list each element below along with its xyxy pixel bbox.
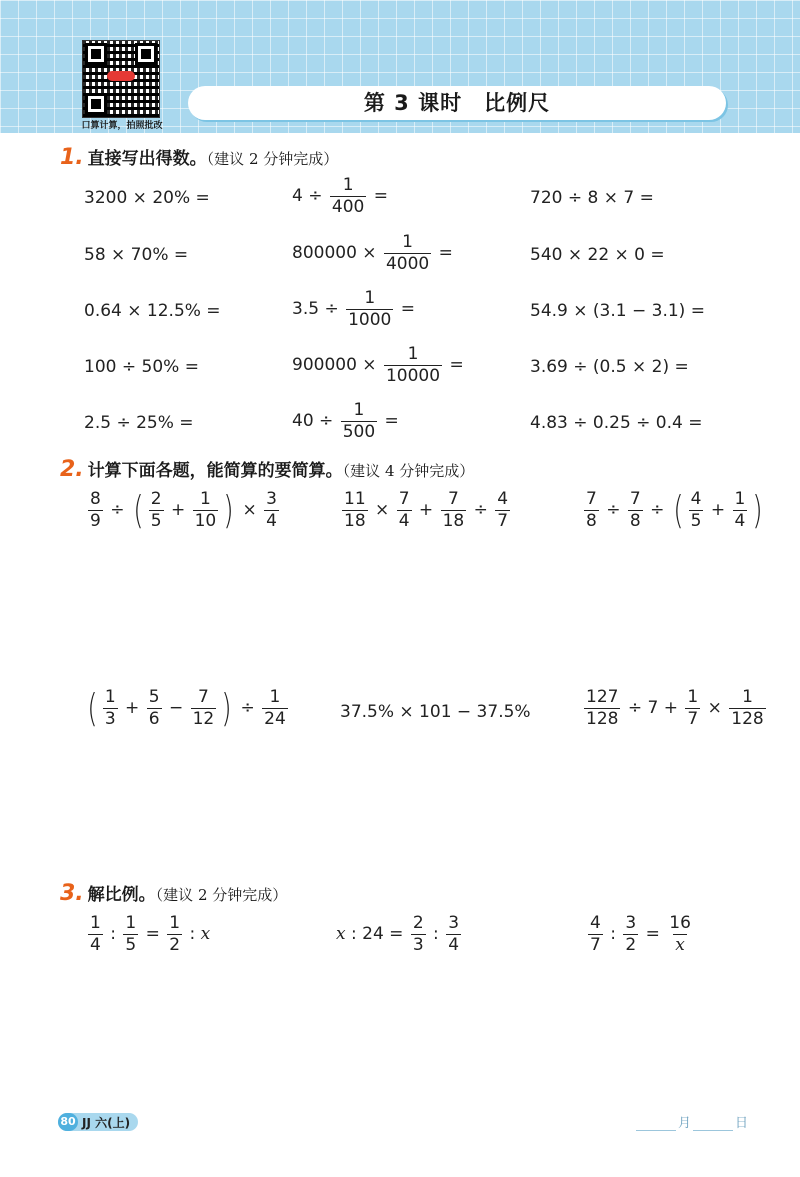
month-label: 月 [678, 1116, 692, 1131]
section-hint: （建议 2 分钟完成） [206, 150, 339, 168]
mental-item-12: 3.69 ÷ (0.5 × 2) = [530, 357, 689, 377]
lesson-title: 第 3 课时 比例尺 [188, 86, 726, 120]
mental-item-4: 58 × 70% = [84, 245, 189, 265]
mental-item-10: 100 ÷ 50% = [84, 357, 199, 377]
mental-item-9: 54.9 × (3.1 − 3.1) = [530, 301, 705, 321]
mental-item-5: 800000 × $\frac{1}{4000}$ = [292, 232, 453, 274]
qr-finder-icon [85, 93, 107, 115]
section-heading: 计算下面各题，能简算的要简算。 [87, 461, 343, 481]
qr-code[interactable] [82, 40, 160, 118]
day-blank[interactable] [693, 1116, 733, 1131]
page-badge [58, 1113, 138, 1131]
page-number: 80 [58, 1113, 78, 1131]
section-hint: （建议 2 分钟完成） [155, 886, 288, 904]
mental-item-15: 4.83 ÷ 0.25 ÷ 0.4 = [530, 413, 703, 433]
section-2-title [60, 456, 474, 482]
section-hint: （建议 4 分钟完成） [342, 462, 475, 480]
mental-item-2: 4 ÷ $\frac{1}{400}$ = [292, 175, 388, 217]
calc-item-2: $\frac{11}{18}$ × $\frac{7}{4}$ + $\frac{7}{18}$ ÷ $\frac{4}{7}$ [344, 489, 509, 531]
day-label: 日 [735, 1116, 749, 1131]
calc-item-1: $\frac{8}{9}$ ÷ ( $\frac{2}{5}$ + $\frac{1}{10}$ ) × $\frac{3}{4}$ [90, 488, 277, 533]
mental-item-11: 900000 × $\frac{1}{10000}$ = [292, 344, 464, 386]
section-1-title [60, 144, 338, 170]
date-field [636, 1112, 750, 1131]
qr-finder-icon [135, 43, 157, 65]
book-label: JJ 六(上) [82, 1115, 131, 1130]
proportion-item-1: $\frac{1}{4}$ : $\frac{1}{5}$ = $\frac{1}{2}$ : x [90, 913, 211, 955]
section-number: 1. [60, 145, 84, 170]
mental-item-8: 3.5 ÷ $\frac{1}{1000}$ = [292, 288, 416, 330]
proportion-item-2: x : 24 = $\frac{2}{3}$ : $\frac{3}{4}$ [336, 913, 460, 955]
section-3-title [60, 880, 287, 906]
mental-item-14: 40 ÷ $\frac{1}{500}$ = [292, 400, 399, 442]
mental-item-7: 0.64 × 12.5% = [84, 301, 221, 321]
mental-item-13: 2.5 ÷ 25% = [84, 413, 194, 433]
mental-item-6: 540 × 22 × 0 = [530, 245, 665, 265]
calc-item-6: $\frac{127}{128}$ ÷ 7 + $\frac{1}{7}$ × $\frac{1}{128}$ [586, 687, 764, 729]
qr-caption: 口算计算，拍照批改 [81, 121, 163, 131]
section-heading: 直接写出得数。 [87, 149, 207, 169]
proportion-item-3: $\frac{4}{7}$ : $\frac{3}{2}$ = $\frac{16}{x}$ [590, 913, 691, 955]
calc-item-3: $\frac{7}{8}$ ÷ $\frac{7}{8}$ ÷ ( $\frac{4}{5}$ + $\frac{1}{4}$ ) [586, 488, 763, 533]
section-number: 3. [60, 881, 84, 906]
mental-item-1: 3200 × 20% = [84, 188, 210, 208]
calc-item-4: ( $\frac{1}{3}$ + $\frac{5}{6}$ − $\frac{7}{12}$ ) ÷ $\frac{1}{24}$ [87, 686, 286, 731]
qr-finder-icon [85, 43, 107, 65]
section-heading: 解比例。 [87, 885, 156, 905]
calc-item-5: 37.5% × 101 − 37.5% [340, 702, 531, 722]
qr-logo-icon [107, 71, 135, 81]
section-number: 2. [60, 457, 84, 482]
month-blank[interactable] [636, 1116, 676, 1131]
mental-item-3: 720 ÷ 8 × 7 = [530, 188, 654, 208]
